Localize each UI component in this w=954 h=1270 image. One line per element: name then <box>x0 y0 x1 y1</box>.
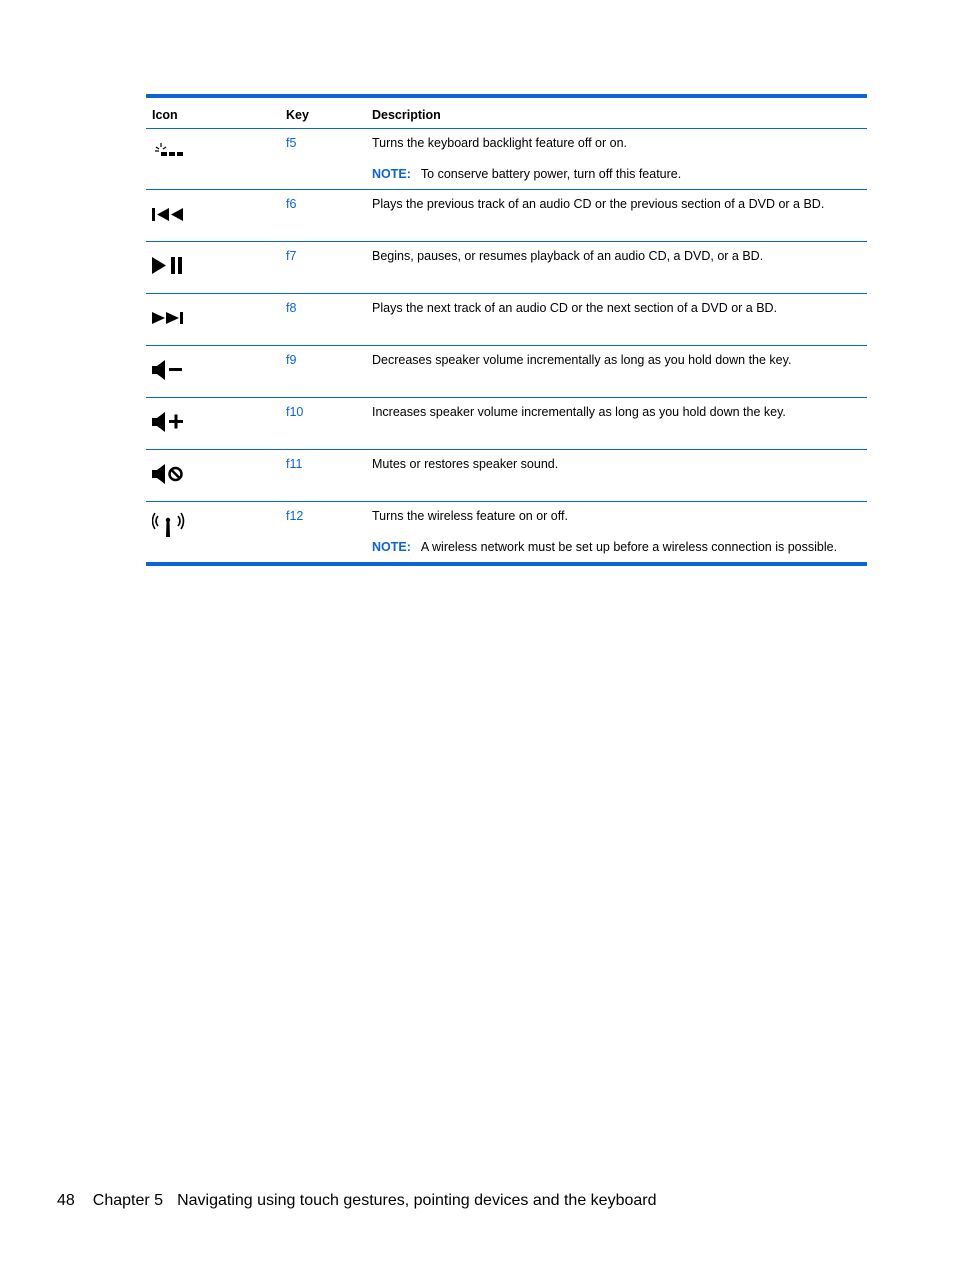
key-f6[interactable]: f6 <box>286 197 297 211</box>
page-number: 48 <box>57 1192 75 1209</box>
note-text: A wireless network must be set up before a wireless connection is possible. <box>420 540 838 554</box>
previous-track-icon <box>152 202 192 232</box>
key-f9[interactable]: f9 <box>286 353 297 367</box>
wireless-icon <box>152 510 192 540</box>
chapter-label: Chapter 5 <box>92 1192 164 1209</box>
description: Mutes or restores speaker sound. <box>372 457 559 471</box>
table-row <box>146 190 867 242</box>
key-f8[interactable]: f8 <box>286 301 297 315</box>
description-text: Turns the wireless feature on or off. <box>372 509 568 523</box>
key-f12[interactable]: f12 <box>286 509 304 523</box>
note <box>372 167 862 181</box>
table-header <box>146 98 867 129</box>
volume-down-icon <box>152 358 192 388</box>
table-row <box>146 346 867 398</box>
header-description: Description <box>372 108 441 122</box>
table-row <box>146 450 867 502</box>
description: Plays the previous track of an audio CD or the previous section of a DVD or a BD. <box>372 197 825 211</box>
play-pause-icon <box>152 254 192 284</box>
note <box>372 540 862 554</box>
key-f7[interactable]: f7 <box>286 249 297 263</box>
description: Plays the next track of an audio CD or the next section of a DVD or a BD. <box>372 301 778 315</box>
description: Begins, pauses, or resumes playback of an audio CD, a DVD, or a BD. <box>372 249 764 263</box>
function-key-table <box>146 94 867 566</box>
table-row <box>146 294 867 346</box>
header-icon: Icon <box>152 108 178 122</box>
page-footer <box>57 1192 656 1210</box>
volume-up-icon <box>152 410 192 440</box>
description: Decreases speaker volume incrementally as long as you hold down the key. <box>372 353 792 367</box>
header-key: Key <box>286 108 309 122</box>
key-f11[interactable]: f11 <box>286 457 303 471</box>
next-track-icon <box>152 306 192 336</box>
table-row <box>146 242 867 294</box>
description <box>372 509 862 554</box>
note-label: NOTE: <box>372 540 411 554</box>
table-row <box>146 502 867 562</box>
keyboard-backlight-icon <box>152 141 192 171</box>
note-text: To conserve battery power, turn off this feature. <box>420 167 682 181</box>
key-f10[interactable]: f10 <box>286 405 304 419</box>
description-text: Turns the keyboard backlight feature off or on. <box>372 136 628 150</box>
mute-icon <box>152 462 192 492</box>
description <box>372 136 862 181</box>
key-f5[interactable]: f5 <box>286 136 297 150</box>
chapter-title: Navigating using touch gestures, pointing devices and the keyboard <box>177 1192 657 1209</box>
table-row <box>146 398 867 450</box>
table-row <box>146 129 867 190</box>
description: Increases speaker volume incrementally as long as you hold down the key. <box>372 405 786 419</box>
note-label: NOTE: <box>372 167 411 181</box>
